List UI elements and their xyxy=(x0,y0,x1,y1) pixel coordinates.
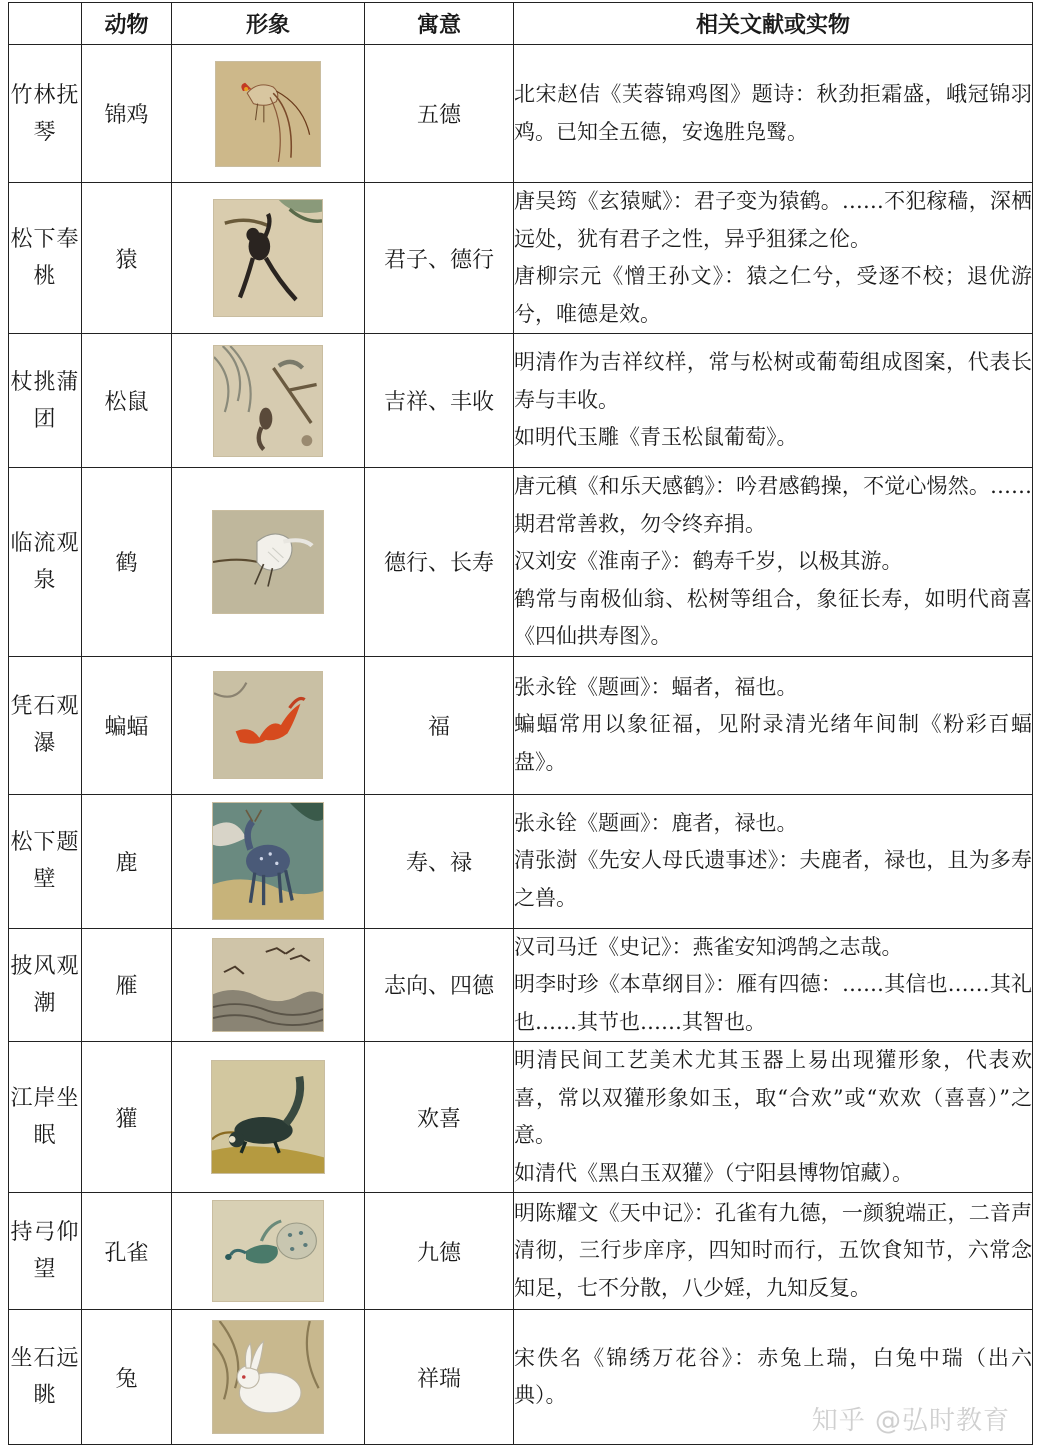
reference-text: 清张澍《先安人母氏遗事述》：夫鹿者，禄也，且为多寿之兽。 xyxy=(514,848,1032,910)
animal-cell: 兔 xyxy=(82,1310,172,1445)
table-row xyxy=(9,468,1033,657)
header-animal: 动物 xyxy=(82,3,172,45)
reference-text: 鹤常与南极仙翁、松树等组合，象征长寿，如明代商喜《四仙拱寿图》。 xyxy=(514,586,1032,648)
reference-text: 北宋赵佶《芙蓉锦鸡图》题诗：秋劲拒霜盛，峨冠锦羽鸡。已知全五德，安逸胜凫鹥。 xyxy=(514,82,1032,144)
animal-cell: 孔雀 xyxy=(82,1193,172,1310)
table-row xyxy=(9,1193,1033,1310)
header-references: 相关文献或实物 xyxy=(514,3,1033,45)
image-cell xyxy=(172,45,365,183)
animal-cell: 鹿 xyxy=(82,794,172,928)
scene-cell: 披风观潮 xyxy=(9,928,82,1042)
meaning-cell: 志向、四德 xyxy=(365,928,514,1042)
wild-goose-icon xyxy=(212,938,324,1032)
reference-text: 蝙蝠常用以象征福，见附录清光绪年间制《粉彩百蝠盘》。 xyxy=(514,712,1032,774)
references-cell xyxy=(514,183,1033,334)
watermark: 知乎 @弘时教育 xyxy=(811,1406,1010,1436)
references-cell xyxy=(514,656,1033,794)
meaning-cell: 欢喜 xyxy=(365,1042,514,1193)
reference-text: 张永铨《题画》：鹿者，禄也。 xyxy=(514,810,798,835)
references-cell xyxy=(514,45,1033,183)
image-cell xyxy=(172,1310,365,1445)
table-container xyxy=(8,2,1032,1445)
reference-text: 明清作为吉祥纹样，常与松树或葡萄组成图案，代表长寿与丰收。 xyxy=(514,350,1032,412)
golden-pheasant-icon xyxy=(215,61,321,167)
scene-cell: 杖挑蒲团 xyxy=(9,334,82,468)
reference-text: 张永铨《题画》：蝠者，福也。 xyxy=(514,674,798,699)
table-row xyxy=(9,183,1033,334)
header-row xyxy=(9,3,1033,45)
animal-cell: 锦鸡 xyxy=(82,45,172,183)
image-cell xyxy=(172,1193,365,1310)
references-cell xyxy=(514,928,1033,1042)
scene-cell: 持弓仰望 xyxy=(9,1193,82,1310)
animal-symbolism-table xyxy=(8,2,1033,1445)
meaning-cell: 福 xyxy=(365,656,514,794)
table-row xyxy=(9,794,1033,928)
reference-text: 唐元稹《和乐天感鹤》：吟君感鹤操，不觉心惕然。……期君常善救，勿令终弃捐。 xyxy=(514,474,1032,536)
reference-text: 明清民间工艺美术尤其玉器上易出现獾形象，代表欢喜，常以双獾形象如玉，取“合欢”或“欢欢（喜喜）”之意。 xyxy=(514,1048,1032,1147)
references-cell xyxy=(514,1193,1033,1310)
references-cell xyxy=(514,1042,1033,1193)
image-cell xyxy=(172,183,365,334)
scene-cell: 竹林抚琴 xyxy=(9,45,82,183)
squirrel-icon xyxy=(213,345,323,457)
image-cell xyxy=(172,1042,365,1193)
animal-cell: 雁 xyxy=(82,928,172,1042)
scene-cell: 坐石远眺 xyxy=(9,1310,82,1445)
header-meaning: 寓意 xyxy=(365,3,514,45)
deer-icon xyxy=(212,802,324,920)
meaning-cell: 吉祥、丰收 xyxy=(365,334,514,468)
reference-text: 如清代《黑白玉双獾》（宁阳县博物馆藏）。 xyxy=(514,1160,913,1185)
animal-cell: 蝙蝠 xyxy=(82,656,172,794)
image-cell xyxy=(172,334,365,468)
image-cell xyxy=(172,928,365,1042)
references-cell xyxy=(514,468,1033,657)
reference-text: 明李时珍《本草纲目》：雁有四德：……其信也……其礼也……其节也……其智也。 xyxy=(514,972,1032,1034)
image-cell xyxy=(172,656,365,794)
meaning-cell: 寿、禄 xyxy=(365,794,514,928)
rabbit-icon xyxy=(212,1320,324,1434)
table-row xyxy=(9,1042,1033,1193)
animal-cell: 松鼠 xyxy=(82,334,172,468)
table-row xyxy=(9,45,1033,183)
animal-cell: 猿 xyxy=(82,183,172,334)
table-row xyxy=(9,928,1033,1042)
scene-cell: 临流观泉 xyxy=(9,468,82,657)
scene-cell: 松下题壁 xyxy=(9,794,82,928)
gibbon-icon xyxy=(213,199,323,317)
scene-cell: 江岸坐眠 xyxy=(9,1042,82,1193)
peacock-icon xyxy=(212,1200,324,1302)
table-row xyxy=(9,334,1033,468)
image-cell xyxy=(172,468,365,657)
header-image: 形象 xyxy=(172,3,365,45)
references-cell xyxy=(514,334,1033,468)
meaning-cell: 祥瑞 xyxy=(365,1310,514,1445)
bat-icon xyxy=(213,671,323,779)
reference-text: 唐柳宗元《憎王孙文》：猿之仁兮，受逐不校；退优游兮，唯德是效。 xyxy=(514,264,1032,326)
reference-text: 汉刘安《淮南子》：鹤寿千岁，以极其游。 xyxy=(514,549,903,573)
animal-cell: 鹤 xyxy=(82,468,172,657)
meaning-cell: 德行、长寿 xyxy=(365,468,514,657)
references-cell xyxy=(514,794,1033,928)
scene-cell: 松下奉桃 xyxy=(9,183,82,334)
crane-icon xyxy=(212,510,324,614)
badger-icon xyxy=(211,1060,325,1174)
table-row xyxy=(9,656,1033,794)
meaning-cell: 君子、德行 xyxy=(365,183,514,334)
reference-text: 汉司马迁《史记》：燕雀安知鸿鹄之志哉。 xyxy=(514,934,903,959)
animal-cell: 獾 xyxy=(82,1042,172,1193)
meaning-cell: 五德 xyxy=(365,45,514,183)
image-cell xyxy=(172,794,365,928)
reference-text: 唐吴筠《玄猿赋》：君子变为猿鹤。……不犯稼穑，深栖远处，犹有君子之性，异乎狙猱之伦。 xyxy=(514,189,1032,251)
reference-text: 明陈耀文《天中记》：孔雀有九德，一颜貌端正，二音声清彻，三行步庠序，四知时而行，五饮食知节，六常念知足，七不分散，八少婬，九知反复。 xyxy=(514,1200,1032,1300)
scene-cell: 凭石观瀑 xyxy=(9,656,82,794)
reference-text: 宋佚名《锦绣万花谷》：赤兔上瑞，白兔中瑞（出六典）。 xyxy=(514,1345,1032,1407)
meaning-cell: 九德 xyxy=(365,1193,514,1310)
header-scene xyxy=(9,3,82,45)
reference-text: 如明代玉雕《青玉松鼠葡萄》。 xyxy=(514,425,798,450)
